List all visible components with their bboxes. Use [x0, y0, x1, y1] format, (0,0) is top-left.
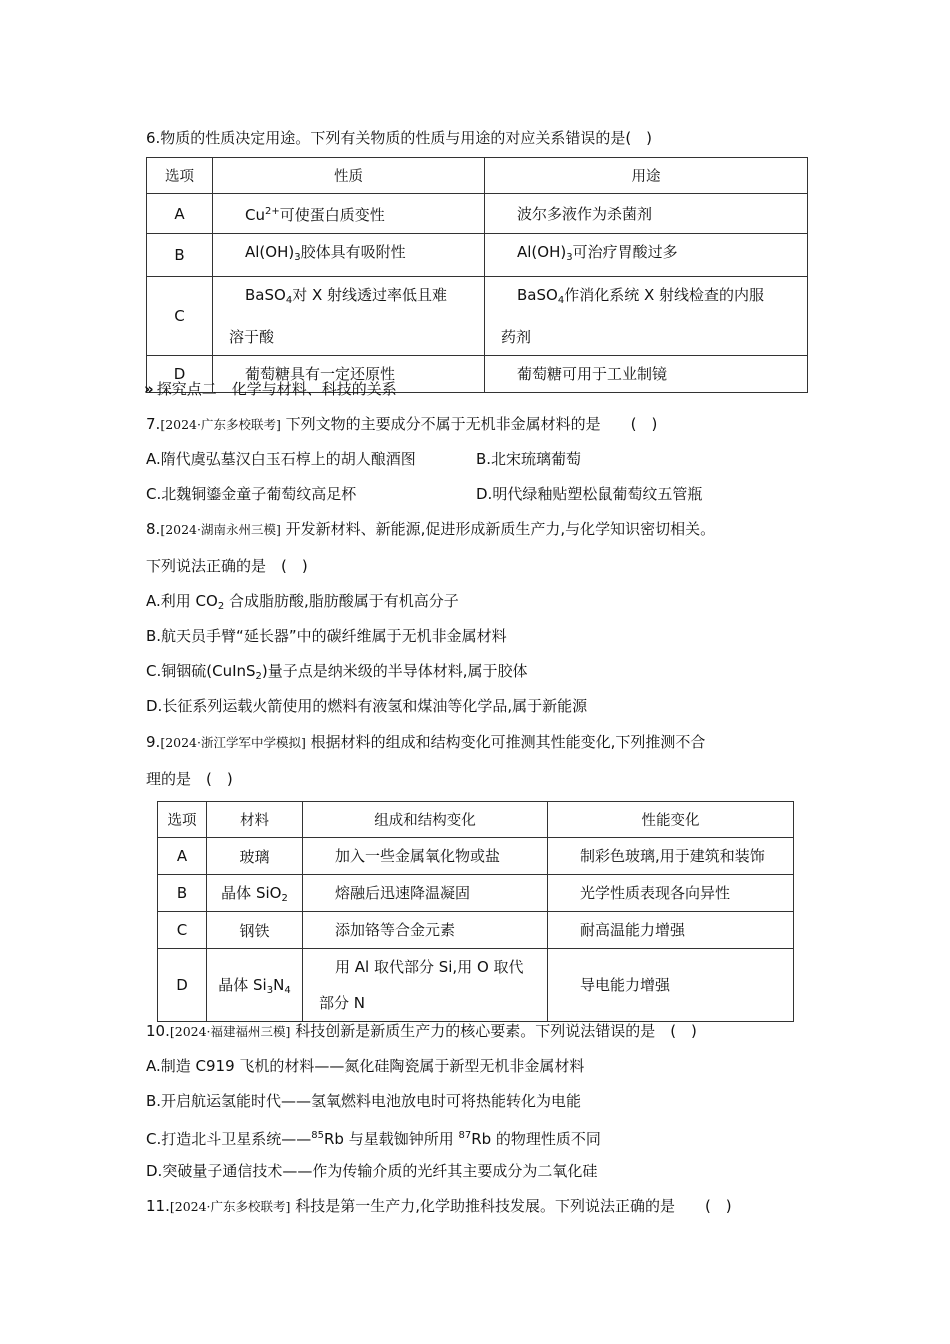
q10-stem: 10.[2024·福建福州三模] 科技创新是新质生产力的核心要素。下列说法错误的是 ( ) [146, 1022, 697, 1040]
q6-row-d-property: 葡萄糖具有一定还原性 [213, 356, 485, 393]
q9-header-performance: 性能变化 [548, 802, 794, 838]
q6-row-d-use: 葡萄糖可用于工业制镜 [485, 356, 808, 393]
q9-row-d-material: 晶体 $Si_3N_4$ [207, 949, 303, 1022]
q9-row-d-performance: 导电能力增强 [548, 949, 794, 1022]
q6-row-c-property: BaSO$_4$对 X 射线透过率低且难 溶于酸 [213, 277, 485, 356]
q9-row-b-change: 熔融后迅速降温凝固 [303, 875, 548, 912]
q8-source: [2024·湖南永州三模] [160, 522, 281, 537]
table-row [147, 277, 808, 356]
table-row [158, 912, 794, 949]
q9-stem: 9.[2024·浙江学军中学模拟] 根据材料的组成和结构变化可推测其性能变化,下列推测不合 [146, 733, 706, 751]
q7-option-a: A.隋代虞弘墓汉白玉石椁上的胡人酿酒图 [146, 450, 416, 468]
q8-stem-cont: 下列说法正确的是 ( ) [146, 557, 308, 575]
q9-row-c-change: 添加铬等合金元素 [303, 912, 548, 949]
q9-row-c-performance: 耐高温能力增强 [548, 912, 794, 949]
q10-option-b: B.开启航运氢能时代——氢氧燃料电池放电时可将热能转化为电能 [146, 1092, 582, 1110]
q7-source: [2024·广东多校联考] [160, 417, 281, 432]
q9-row-b-performance: 光学性质表现各向异性 [548, 875, 794, 912]
q9-row-a-performance: 制彩色玻璃,用于建筑和装饰 [548, 838, 794, 875]
q8-option-c: C.铜铟硫(CuInS$_2$)量子点是纳米级的半导体材料,属于胶体 [146, 662, 528, 682]
q8-option-b: B.航天员手臂“延长器”中的碳纤维属于无机非金属材料 [146, 627, 507, 645]
q6-header-use: 用途 [485, 158, 808, 194]
q8-stem: 8.[2024·湖南永州三模] 开发新材料、新能源,促进形成新质生产力,与化学知识密切相关。 [146, 520, 716, 538]
q9-stem-cont: 理的是 ( ) [146, 770, 233, 788]
q6-row-b-use: $Al(OH)_3$可治疗胃酸过多 [485, 234, 808, 277]
q9-header-material: 材料 [207, 802, 303, 838]
q6-row-b-property: $Al(OH)_3$胶体具有吸附性 [213, 234, 485, 277]
q9-row-c-material: 钢铁 [207, 912, 303, 949]
table-row [147, 194, 808, 234]
chevron-double-right-icon: » [144, 380, 151, 398]
q9-row-d-change: 用 Al 取代部分 Si,用 O 取代 部分 N [303, 949, 548, 1022]
q10-option-d: D.突破量子通信技术——作为传输介质的光纤其主要成分为二氧化硅 [146, 1162, 598, 1180]
q6-row-a-option: A [147, 194, 213, 234]
q9-row-d-option: D [158, 949, 207, 1022]
table-row [158, 949, 794, 1022]
q9-row-a-material: 玻璃 [207, 838, 303, 875]
q6-row-d-option: D [147, 356, 213, 393]
q6-header-property: 性质 [213, 158, 485, 194]
q8-option-a: A.利用 $CO_2$ 合成脂肪酸,脂肪酸属于有机高分子 [146, 592, 459, 612]
q9-header-change: 组成和结构变化 [303, 802, 548, 838]
q10-option-c: C.打造北斗卫星系统——$^{85}$Rb 与星载铷钟所用 $^{87}$Rb 的物理性质不同 [146, 1130, 601, 1148]
table-row [158, 875, 794, 912]
q7-option-d: D.明代绿釉贴塑松鼠葡萄纹五管瓶 [476, 485, 703, 503]
table-row [147, 234, 808, 277]
q11-stem: 11.[2024·广东多校联考] 科技是第一生产力,化学助推科技发展。下列说法正确的是 ( ) [146, 1197, 732, 1215]
q9-row-b-option: B [158, 875, 207, 912]
section-heading: » 探究点二 化学与材料、科技的关系 [144, 380, 397, 398]
q6-row-a-use: 波尔多液作为杀菌剂 [485, 194, 808, 234]
q7-option-c: C.北魏铜鎏金童子葡萄纹高足杯 [146, 485, 357, 503]
q6-header-option: 选项 [147, 158, 213, 194]
q11-source: [2024·广东多校联考] [169, 1199, 291, 1214]
q9-row-b-material: 晶体 SiO$_2$ [207, 875, 303, 912]
q6-row-c-use: BaSO$_4$作消化系统 X 射线检查的内服 药剂 [485, 277, 808, 356]
q7-stem: 7.[2024·广东多校联考] 下列文物的主要成分不属于无机非金属材料的是 ( ) [146, 415, 658, 433]
q9-table [157, 801, 794, 1022]
q6-row-b-option: B [147, 234, 213, 277]
q6-row-c-option: C [147, 277, 213, 356]
q9-row-a-change: 加入一些金属氧化物或盐 [303, 838, 548, 875]
q6-row-a-property: $Cu^{2+}$可使蛋白质变性 [213, 194, 485, 234]
q9-row-c-option: C [158, 912, 207, 949]
q6-table [146, 157, 808, 393]
q10-option-a: A.制造 C919 飞机的材料——氮化硅陶瓷属于新型无机非金属材料 [146, 1057, 585, 1075]
q9-row-a-option: A [158, 838, 207, 875]
q10-source: [2024·福建福州三模] [169, 1024, 291, 1039]
q6-stem: 6.物质的性质决定用途。下列有关物质的性质与用途的对应关系错误的是( ) [146, 129, 653, 147]
q7-option-b: B.北宋琉璃葡萄 [476, 450, 582, 468]
table-row [158, 838, 794, 875]
q9-header-option: 选项 [158, 802, 207, 838]
q8-option-d: D.长征系列运载火箭使用的燃料有液氢和煤油等化学品,属于新能源 [146, 697, 588, 715]
q9-source: [2024·浙江学军中学模拟] [160, 735, 306, 750]
